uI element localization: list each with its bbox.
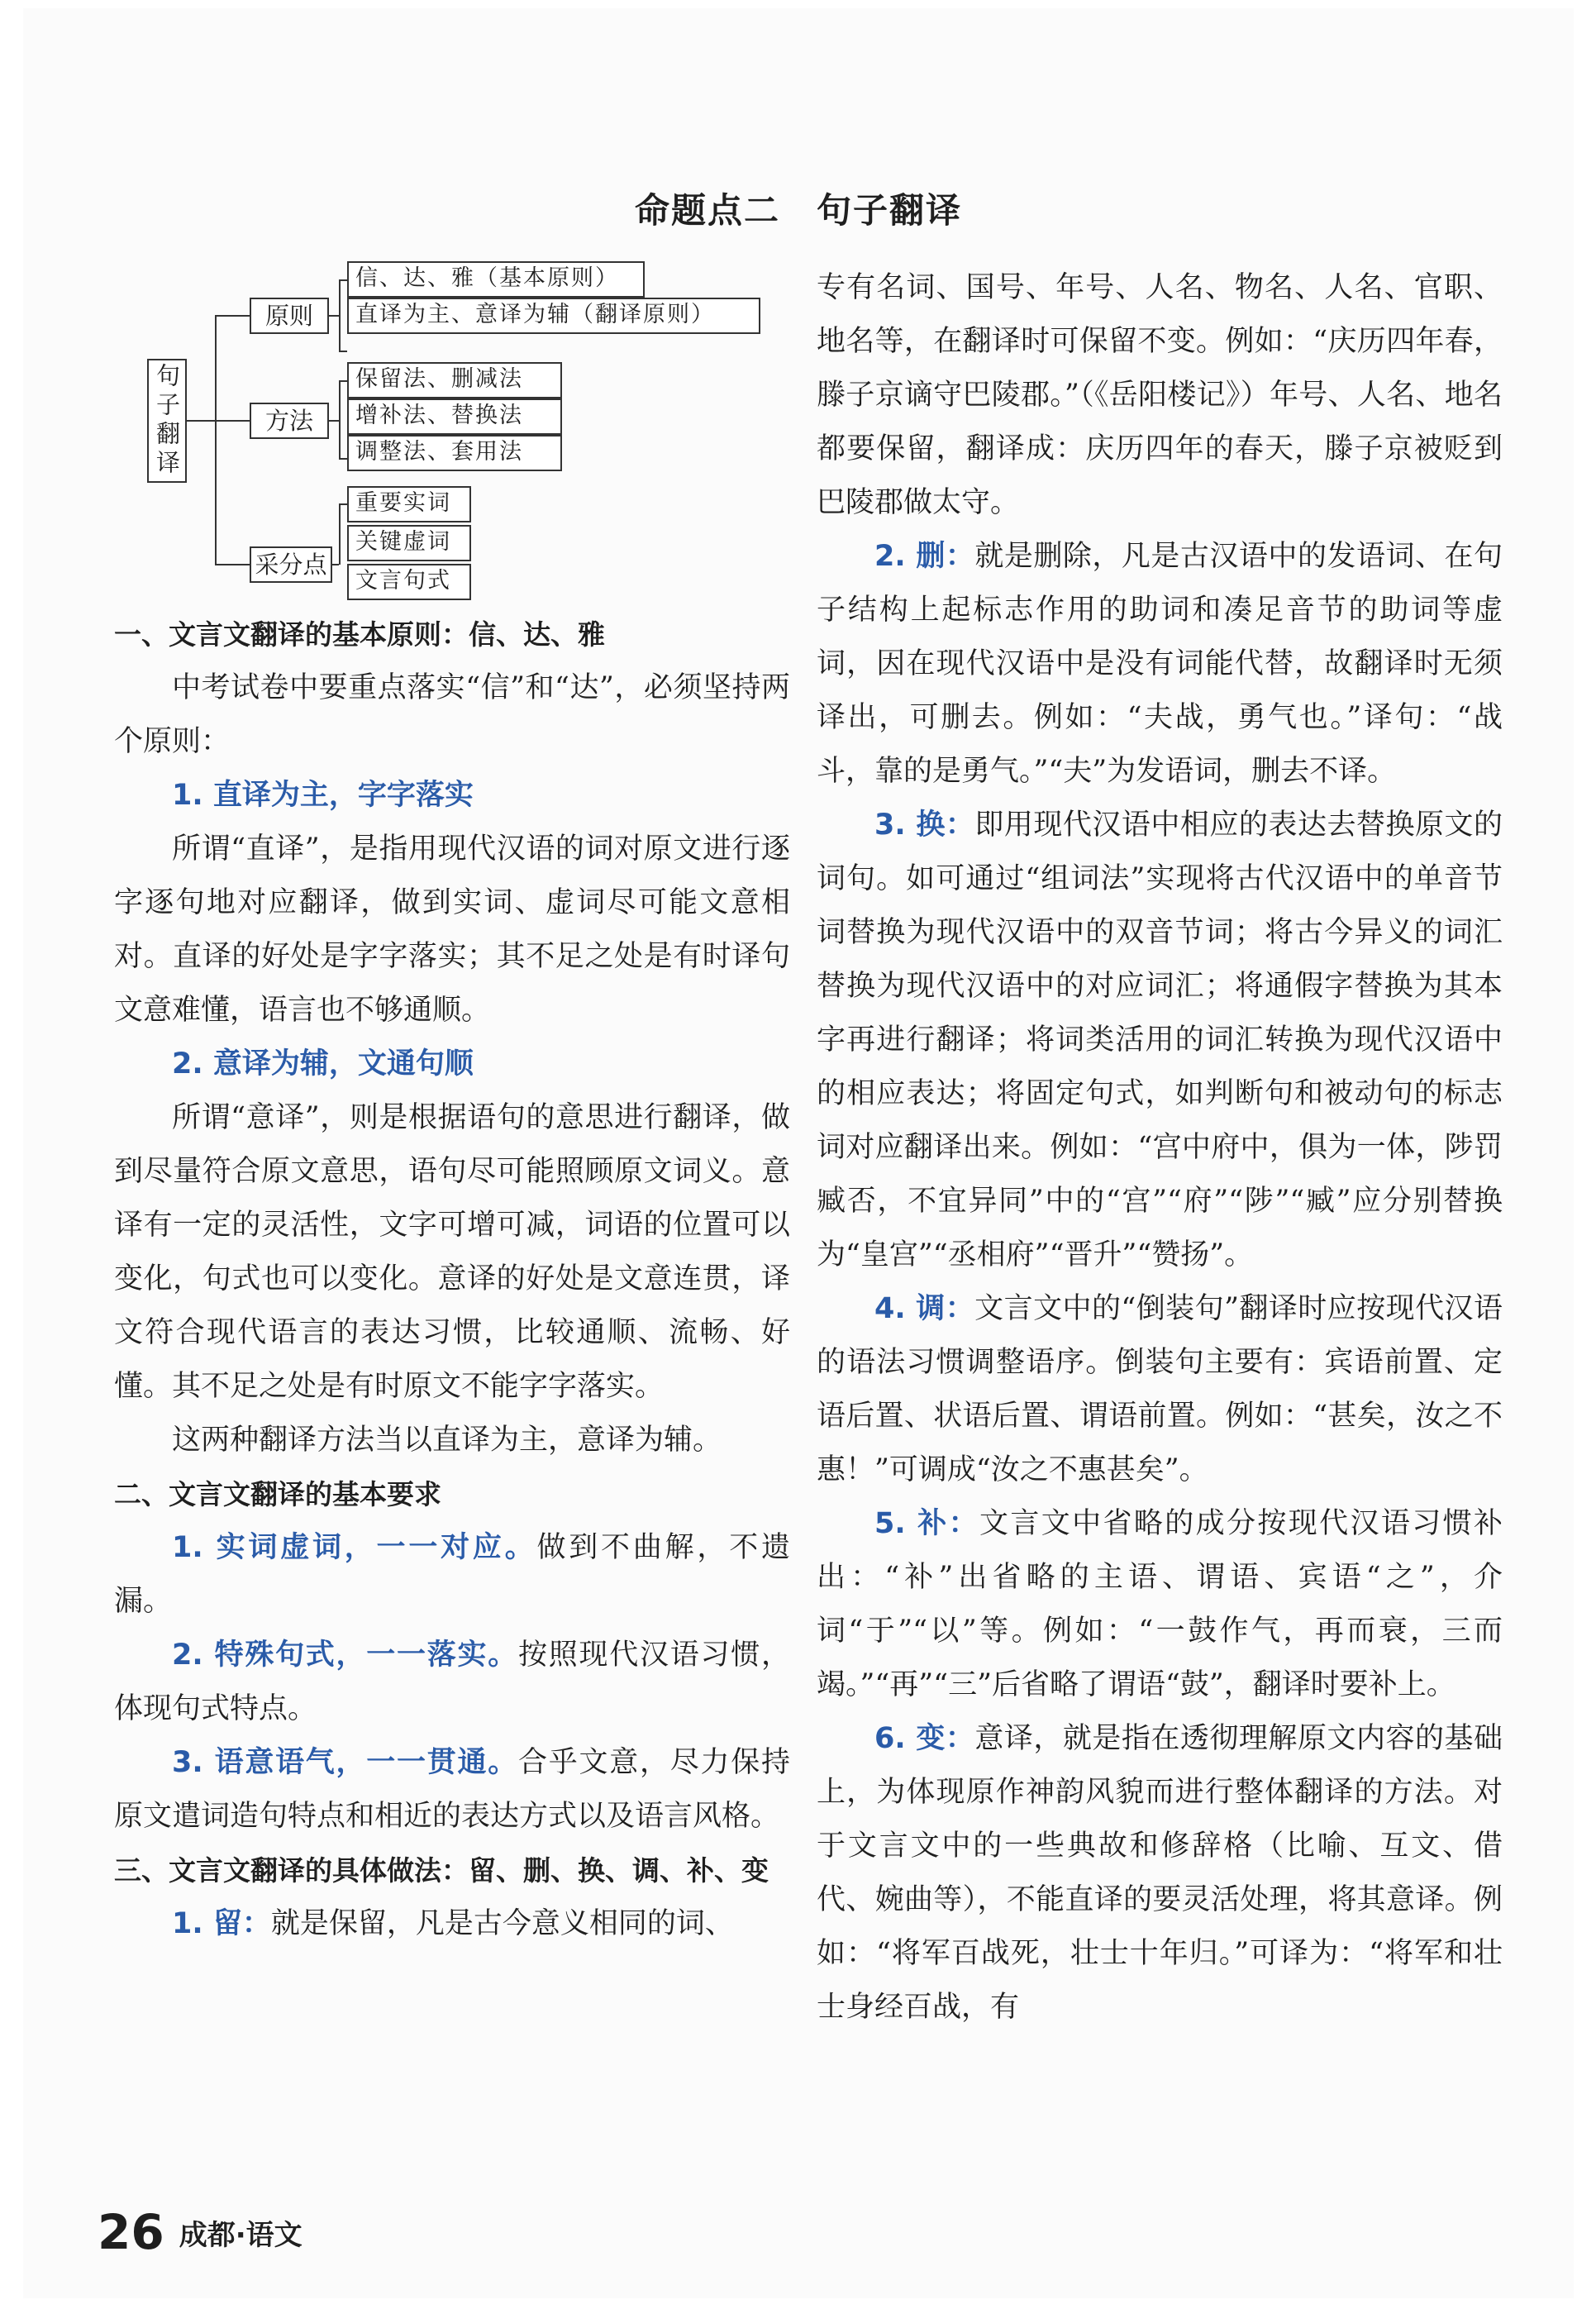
item-label: 5. 补： (874, 1507, 979, 1540)
mindmap-branch-scoring: 采分点 (250, 546, 332, 583)
connector (339, 351, 347, 352)
item-text: 就是删除，凡是古汉语中的发语词、在句子结构上起标志作用的助词和凑足音节的助词等虚词，因在现代汉语中是没有词能代替，故翻译时无须译出，可删去。例如：“夫战，勇气也。”译句：“战斗，靠的是勇气。”“夫”为发语词，删去不译。 (817, 540, 1503, 788)
connector (339, 503, 347, 505)
method-item (817, 1712, 1503, 2035)
method-item (114, 1897, 790, 1951)
item-text: 就是保留，凡是古今意义相同的词、 (270, 1907, 734, 1940)
mindmap-leaf: 信、达、雅（基本原则） (347, 261, 645, 298)
method-item (817, 1497, 1503, 1712)
item-label: 3. 语意语气，一一贯通。 (172, 1746, 519, 1779)
connector (215, 420, 250, 422)
connector (187, 420, 216, 422)
connector (339, 279, 347, 281)
requirement-item (114, 1736, 790, 1844)
paragraph: 所谓“直译”，是指用现代汉语的词对原文进行逐字逐句地对应翻译，做到实词、虚词尽可能文意相对。直译的好处是字字落实；其不足之处是有时译句文意难懂，语言也不够通顺。 (114, 832, 790, 1027)
connector (339, 380, 347, 382)
item-label: 2. 特殊句式，一一落实。 (172, 1639, 519, 1672)
method-item (817, 799, 1503, 1282)
page-footer (98, 2204, 303, 2260)
page-number: 26 (98, 2204, 164, 2260)
item-label: 4. 调： (874, 1292, 975, 1325)
connector (215, 564, 250, 565)
connector (215, 315, 250, 317)
item-text: 即用现代汉语中相应的表达去替换原文的词句。如可通过“组词法”实现将古代汉语中的单音节词替换为现代汉语中的双音节词；将古今异义的词汇替换为现代汉语中的对应词汇；将通假字替换为其本字再进行翻译；将词类活用的词汇转换为现代汉语中的相应表达；将固定句式，如判断句和被动句的标志词对应翻译出来。例如：“宫中府中，俱为一体，陟罚臧否，不宜异同”中的“宫”“府”“陟”“臧”应分别替换为“皇宫”“丞相府”“晋升”“赞扬”。 (817, 809, 1503, 1271)
page (23, 8, 1574, 2298)
connector (339, 279, 341, 352)
footer-text: 成都·语文 (179, 2219, 303, 2252)
mindmap-branch-method: 方法 (250, 403, 329, 439)
requirement-item (114, 1629, 790, 1736)
mindmap-leaf: 重要实词 (347, 486, 471, 522)
item-label: 1. 实词虚词，一一对应。 (172, 1531, 537, 1564)
mind-map (114, 261, 792, 600)
item-text: 合乎文意，尽力保持原文遣词造句特点和相近的表达方式以及语言风格。 (114, 1746, 790, 1833)
connector (329, 315, 339, 317)
section-heading-3: 三、文言文翻译的具体做法：留、删、换、调、补、变 (114, 1854, 769, 1887)
item-label: 6. 变： (874, 1722, 975, 1755)
connector (339, 503, 341, 565)
item-text: 文言文中的“倒装句”翻译时应按现代汉语的语法习惯调整语序。倒装句主要有：宾语前置、定语后置、状语后置、谓语前置。例如：“甚矣，汝之不惠！”可调成“汝之不惠甚矣”。 (817, 1292, 1503, 1486)
mindmap-root: 句子翻译 (147, 359, 187, 483)
paragraph: 专有名词、国号、年号、人名、物名、人名、官职、地名等，在翻译时可保留不变。例如：“庆历四年春，滕子京谪守巴陵郡。”（《岳阳楼记》）年号、人名、地名都要保留，翻译成：庆历四年的春天，滕子京被贬到巴陵郡做太守。 (817, 271, 1503, 519)
subheading: 2. 意译为辅，文通句顺 (172, 1047, 474, 1081)
paragraph: 中考试卷中要重点落实“信”和“达”，必须坚持两个原则： (114, 671, 790, 758)
mindmap-leaf: 文言句式 (347, 564, 471, 600)
mindmap-leaf: 增补法、替换法 (347, 398, 562, 435)
method-item (817, 1282, 1503, 1497)
section-heading-2: 二、文言文翻译的基本要求 (114, 1478, 441, 1510)
section-heading-1: 一、文言文翻译的基本原则：信、达、雅 (114, 618, 605, 651)
method-item (817, 530, 1503, 799)
connector (339, 380, 341, 460)
mindmap-branch-principle: 原则 (250, 298, 329, 334)
subheading: 1. 直译为主，字字落实 (172, 779, 474, 812)
mindmap-leaf: 关键虚词 (347, 525, 471, 561)
item-text: 文言文中省略的成分按现代汉语习惯补出：“补”出省略的主语、谓语、宾语“之”，介词“于”“以”等。例如：“一鼓作气，再而衰，三而竭。”“再”“三”后省略了谓语“鼓”，翻译时要补上。 (817, 1507, 1503, 1701)
mindmap-leaf: 保留法、删减法 (347, 362, 562, 398)
mindmap-leaf: 调整法、套用法 (347, 435, 562, 471)
requirement-item (114, 1521, 790, 1629)
left-column (114, 608, 790, 1951)
item-label: 1. 留： (172, 1907, 271, 1940)
connector (332, 564, 339, 565)
paragraph: 这两种翻译方法当以直译为主，意译为辅。 (172, 1424, 722, 1457)
connector (329, 420, 339, 422)
item-text: 按照现代汉语习惯，体现句式特点。 (114, 1639, 790, 1725)
item-label: 3. 换： (874, 809, 975, 842)
item-text: 做到不曲解，不遗漏。 (114, 1531, 790, 1618)
right-column (817, 261, 1503, 2035)
item-text: 意译，就是指在透彻理解原文内容的基础上，为体现原作神韵风貌而进行整体翻译的方法。对于文言文中的一些典故和修辞格（比喻、互文、借代、婉曲等），不能直译的要灵活处理，将其意译。例如：“将军百战死，壮士十年归。”可译为：“将军和壮士身经百战，有 (817, 1722, 1503, 2024)
connector (215, 315, 217, 565)
item-label: 2. 删： (874, 540, 975, 573)
paragraph: 所谓“意译”，则是根据语句的意思进行翻译，做到尽量符合原文意思，语句尽可能照顾原文词义。意译有一定的灵活性，文字可增可减，词语的位置可以变化，句式也可以变化。意译的好处是文意连贯，译文符合现代语言的表达习惯，比较通顺、流畅、好懂。其不足之处是有时原文不能字字落实。 (114, 1101, 790, 1403)
page-title: 命题点二 句子翻译 (634, 190, 962, 231)
connector (339, 458, 347, 460)
mindmap-leaf: 直译为主、意译为辅（翻译原则） (347, 298, 760, 334)
